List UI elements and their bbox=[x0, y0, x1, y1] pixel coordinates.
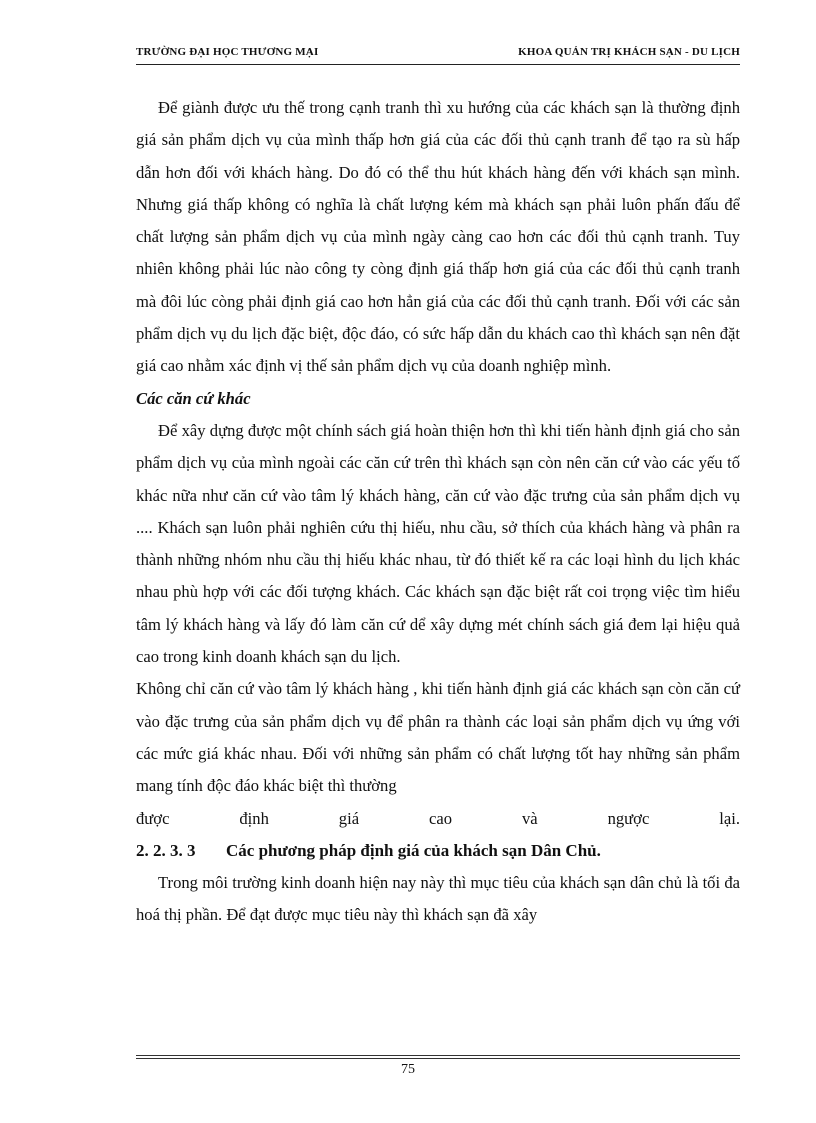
header-university: TRƯỜNG ĐẠI HỌC THƯƠNG MẠI bbox=[136, 46, 319, 58]
page-body bbox=[136, 92, 740, 932]
header-rule bbox=[136, 64, 740, 65]
section-number: 2. 2. 3. 3 bbox=[136, 840, 196, 860]
footer-rule-bottom bbox=[136, 1058, 740, 1059]
section-heading bbox=[136, 835, 740, 867]
paragraph-product-characteristics-end: được định giá cao và ngược lại. bbox=[136, 808, 740, 828]
paragraph-pricing-methods: Trong môi trường kinh doanh hiện nay này thì mục tiêu của khách sạn dân chủ là tối đa hoá thị phần. Để đạt được mục tiêu này thì khách sạn đã xây bbox=[136, 873, 740, 925]
paragraph-competitive-pricing: Để giành được ưu thế trong cạnh tranh thì xu hướng của các khách sạn là thường định giá sản phẩm dịch vụ của mình thấp hơn giá của các đối thủ cạnh tranh để tạo ra sù hấp dẫn hơn đối với khách hàng. Do đó có thể thu hút khách hàng đến với khách sạn mình. Nhưng giá thấp không có nghĩa là chất lượng kém mà khách sạn phải luôn phấn đấu để chất lượng sản phẩm dịch vụ của mình ngày càng cao hơn các đối thủ cạnh tranh. Tuy nhiên không phải lúc nào công ty còng định giá thấp hơn giá của các đối thủ cạnh tranh mà đôi lúc còng phải định giá cao hơn hẳn giá của các đối thủ cạnh tranh. Đối với các sản phẩm dịch vụ du lịch đặc biệt, độc đáo, có sức hấp dẫn du khách cao thì khách sạn nên đặt giá cao nhằm xác định vị thế sản phẩm dịch vụ của doanh nghiệp mình. bbox=[136, 98, 740, 376]
paragraph-other-bases: Để xây dựng được một chính sách giá hoàn thiện hơn thì khi tiến hành định giá cho sản phẩm dịch vụ của mình ngoài các căn cứ trên thì khách sạn còn nên căn cứ vào các yếu tố khác nữa như căn cứ vào tâm lý khách hàng, căn cứ vào đặc trưng của sản phẩm dịch vụ .... Khách sạn luôn phải nghiên cứu thị hiếu, nhu cầu, sở thích của khách hàng và phân ra thành những nhóm nhu cầu thị hiếu khác nhau, từ đó thiết kế ra các loại hình du lịch khác nhau phù hợp với các đối tượng khách. Các khách sạn đặc biệt rất coi trọng việc tìm hiểu tâm lý khách hàng và lấy đó làm căn cứ dể xây dựng mét chính sách giá đem lại hiệu quả cao trong kinh doanh khách sạn du lịch. bbox=[136, 420, 740, 667]
subheading-other-bases: Các căn cứ khác bbox=[136, 388, 251, 408]
header-faculty: KHOA QUẢN TRỊ KHÁCH SẠN - DU LỊCH bbox=[518, 46, 740, 58]
footer-rule-top bbox=[136, 1055, 740, 1056]
section-title: Các phương pháp định giá của khách sạn Dân Chủ. bbox=[226, 840, 601, 860]
paragraph-product-characteristics: Không chỉ căn cứ vào tâm lý khách hàng , khi tiến hành định giá các khách sạn còn căn cứ vào đặc trưng của sản phẩm dịch vụ để phân ra thành các loại sản phẩm dịch vụ ứng với các mức giá khác nhau. Đối với những sản phẩm có chất lượng tốt hay những sản phẩm mang tính độc đáo khác biệt thì thường bbox=[136, 679, 740, 796]
page-number: 75 bbox=[401, 1062, 415, 1077]
